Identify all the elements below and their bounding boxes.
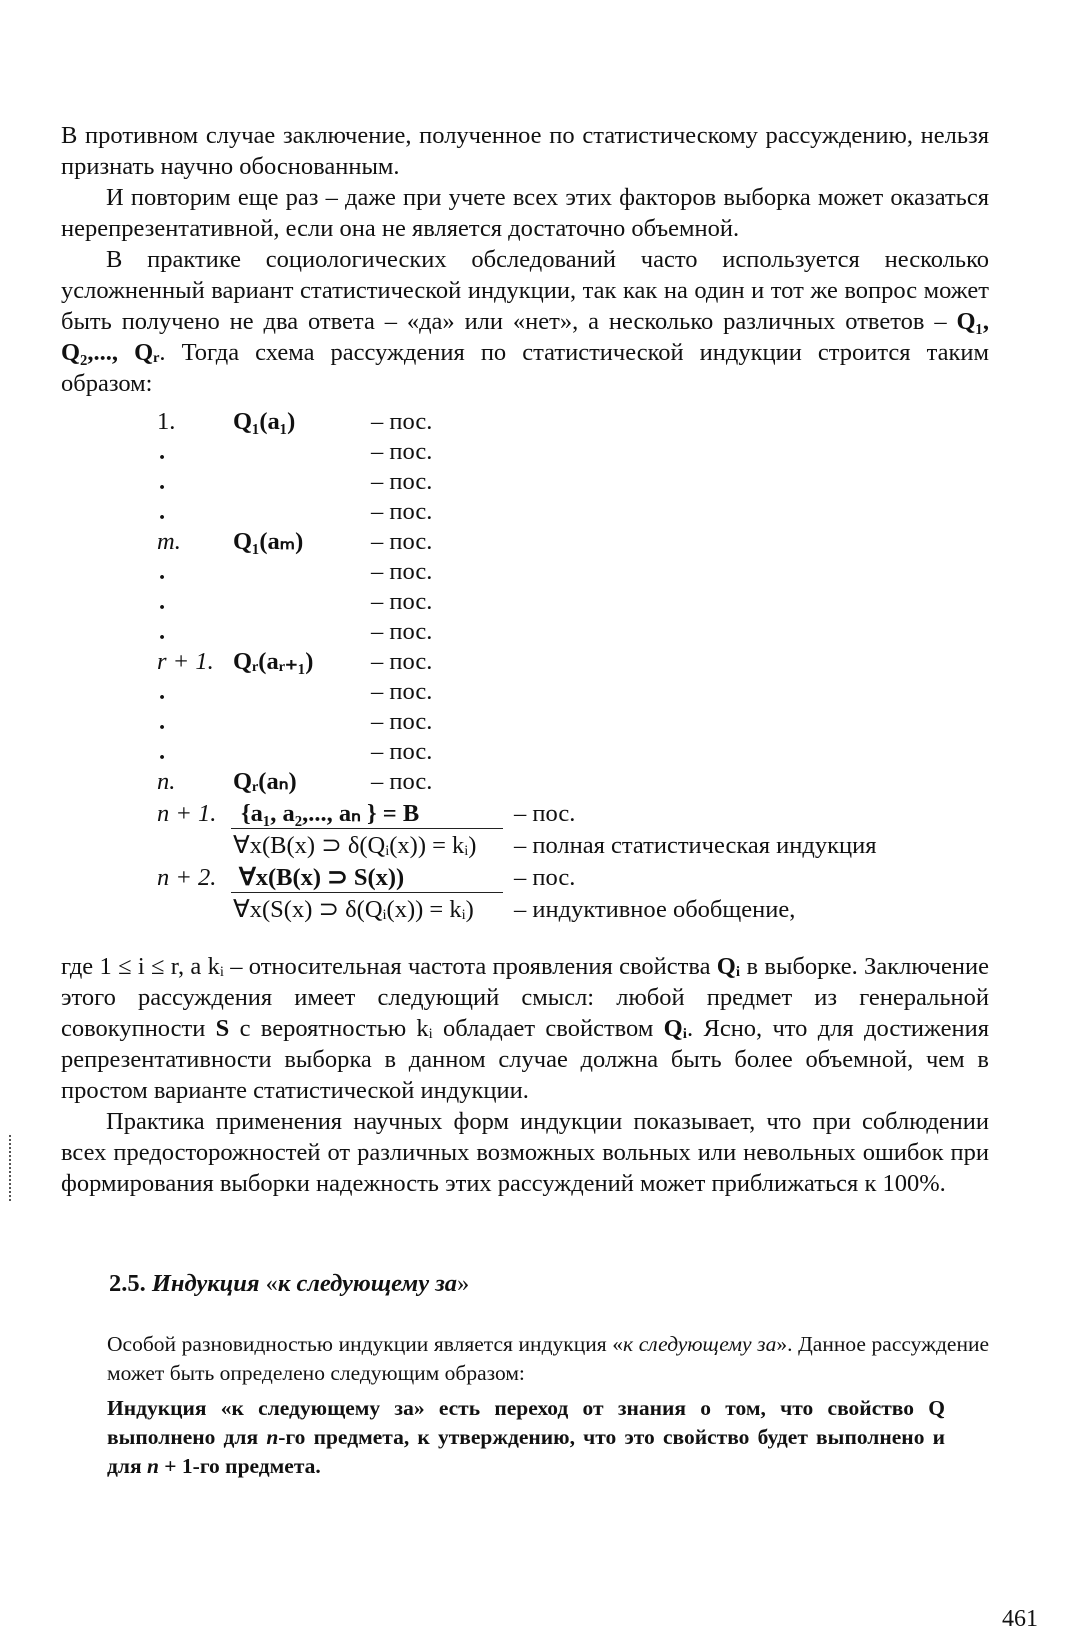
scheme-pos: – пос.: [371, 648, 433, 675]
intro-paragraph: [107, 1330, 989, 1388]
definition-n-1: n: [266, 1425, 279, 1449]
scheme-dot: .: [159, 708, 166, 735]
inference-line-1: [231, 828, 503, 829]
section-quote-close: »: [457, 1270, 470, 1297]
section-title-prefix: Индукция: [151, 1270, 266, 1297]
paragraph-2: И повторим еще раз – даже при учете всех этих факторов выборка может оказаться нерепрезентативной, если она не является достаточно объемной.: [61, 184, 989, 242]
scheme-note-n1: – пос.: [514, 800, 576, 827]
scheme-pos: – пос.: [371, 678, 433, 705]
scheme-label-m: m.: [157, 528, 181, 555]
scheme-dot: .: [159, 468, 166, 495]
section-heading: [109, 1270, 469, 1298]
definition-n-2: n: [146, 1454, 159, 1478]
population-s: S: [215, 1015, 230, 1042]
paragraph-3-text-a: В практике социологических обследований часто используется несколько усложненный вариант статистической индукции, так как на один и тот же вопрос может быть получено не два ответа – «да» или «нет», а несколько различных ответов –: [61, 246, 989, 335]
intro-emphasis: к следующему за: [623, 1332, 777, 1356]
scheme-note-n2: – пос.: [514, 864, 576, 891]
answers-list: Q₁, Q₂,..., Qᵣ: [61, 308, 989, 366]
definition-paragraph: [107, 1394, 945, 1481]
property-qi-2: Qᵢ: [663, 1015, 688, 1042]
scheme-premise-n: Qᵣ(aₙ): [233, 768, 297, 795]
paragraph-1: В противном случае заключение, полученное по статистическому рассуждению, нельзя признать научно обоснованным.: [61, 122, 989, 180]
scheme-conclusion-n2: ∀x(S(x) ⊃ δ(Qᵢ(x)) = kᵢ): [233, 896, 474, 923]
paragraph-4-text-a: где 1 ≤ i ≤ r, a kᵢ – относительная частота проявления свойства: [61, 953, 717, 980]
section-number: 2.5.: [109, 1270, 146, 1297]
scheme-premise-r1: Qᵣ(aᵣ₊₁): [233, 648, 314, 675]
intro-text-a: Особой разновидностью индукции является индукция «: [107, 1332, 624, 1356]
scheme-pos: – пос.: [371, 528, 433, 555]
paragraph-4: [61, 951, 989, 1106]
scheme-label-n2: n + 2.: [157, 864, 217, 891]
section-title-main: к следующему за: [277, 1270, 458, 1297]
scheme-pos: – пос.: [371, 618, 433, 645]
scheme-pos: – пос.: [371, 438, 433, 465]
section-quote-open: «: [265, 1270, 278, 1297]
scheme-pos: – пос.: [371, 768, 433, 795]
scheme-premise-m: Q₁(aₘ): [233, 528, 304, 555]
scheme-pos: – пос.: [371, 708, 433, 735]
definition-text-a: Индукция «к следующему за» есть переход от знания о том, что свойство Q выполнено для: [107, 1396, 945, 1449]
scheme-pos: – пос.: [371, 498, 433, 525]
paragraph-5: Практика применения научных форм индукции показывает, что при соблюдении всех предосторожностей от различных возможных вольных или невольных ошибок при формирования выборки надежность этих рассуждений может приближаться к 100%.: [61, 1108, 989, 1197]
inference-line-2: [231, 892, 503, 893]
inference-scheme: [61, 407, 989, 951]
scheme-dot: .: [159, 438, 166, 465]
scheme-conclusion-n1: ∀x(B(x) ⊃ δ(Qᵢ(x)) = kᵢ): [233, 832, 477, 859]
page-number: 461: [1002, 1606, 1038, 1632]
scheme-label-r1: r + 1.: [157, 648, 214, 675]
margin-dots: [9, 1135, 13, 1201]
scheme-label-n: n.: [157, 768, 176, 795]
scheme-dot: .: [159, 618, 166, 645]
scheme-pos: – пос.: [371, 588, 433, 615]
scheme-premise-1: Q₁(a₁): [233, 408, 296, 435]
scheme-label-1: 1.: [157, 408, 176, 435]
definition-text-c: + 1-го предмета.: [158, 1454, 321, 1478]
property-qi: Qᵢ: [716, 953, 741, 980]
scheme-dot: .: [159, 558, 166, 585]
paragraph-4-text-b: в выборке. Заключение этого рассуждения имеет следующий смысл: любой предмет из генеральной совокупности: [61, 953, 989, 1042]
scheme-pos: – пос.: [371, 408, 433, 435]
intro-text-b: ». Данное рассуждение может быть определено следующим образом:: [107, 1332, 989, 1385]
definition-text-b: -го предмета, к утверждению, что это свойство будет выполнено и для: [107, 1425, 946, 1478]
scheme-label-n1: n + 1.: [157, 800, 217, 827]
scheme-dot: .: [159, 738, 166, 765]
scheme-premise-n1: {a₁, a₂,..., aₙ } = B: [241, 800, 420, 827]
scheme-conclusion-note-n2: – индуктивное обобщение,: [514, 896, 796, 923]
scheme-dot: .: [159, 498, 166, 525]
scheme-dot: .: [159, 588, 166, 615]
scheme-premise-n2: ∀x(B(x) ⊃ S(x)): [239, 864, 405, 891]
scheme-dot: .: [159, 678, 166, 705]
scheme-pos: – пос.: [371, 558, 433, 585]
scheme-pos: – пос.: [371, 738, 433, 765]
scheme-conclusion-note-n1: – полная статистическая индукция: [514, 832, 877, 859]
paragraph-3-text-b: . Тогда схема рассуждения по статистической индукции строится таким образом:: [61, 339, 989, 397]
scheme-pos: – пос.: [371, 468, 433, 495]
paragraph-4-text-c: с вероятностью kᵢ обладает свойством: [229, 1015, 664, 1042]
paragraph-3: [61, 244, 989, 399]
page-body: [61, 120, 1038, 1632]
paragraph-4-text-d: . Ясно, что для достижения репрезентативности выборка в данном случае должна быть более объемной, чем в простом варианте статистической индукции.: [61, 1015, 989, 1104]
